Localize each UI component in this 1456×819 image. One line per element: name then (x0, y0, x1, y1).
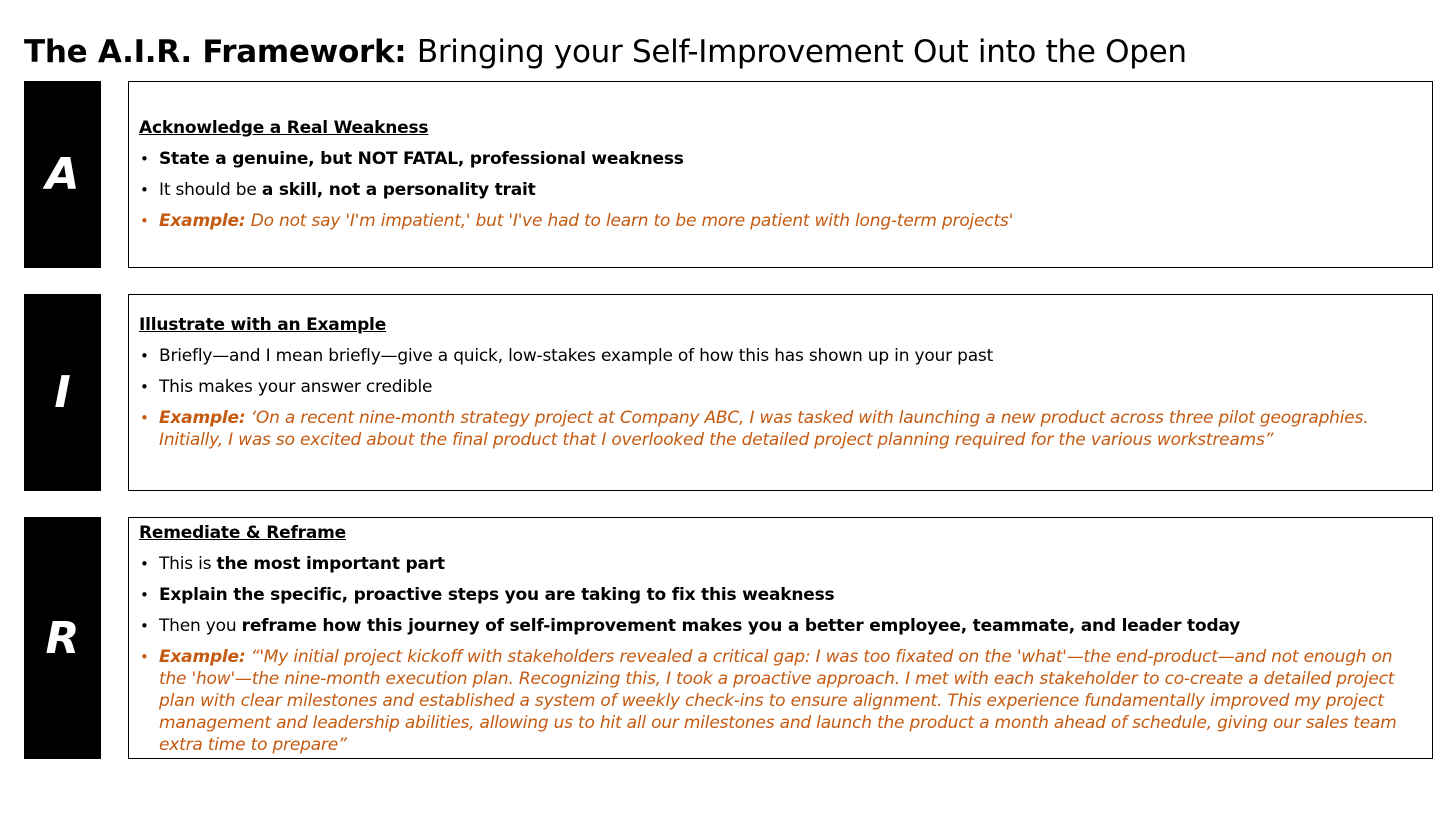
bullet-list (139, 148, 1422, 232)
section-heading: Acknowledge a Real Weakness (139, 118, 429, 138)
example-item (139, 646, 1422, 756)
example-label: Example: (159, 211, 246, 231)
section-heading: Illustrate with an Example (139, 315, 387, 335)
example-text: ‘On a recent nine-month strategy project at Company ABC, I was tasked with launching a new product across three pilot geographies. Initially, I was so excited about the final product that I overlooked the detailed project planning required for the various workstreams” (159, 408, 1369, 450)
bullet-list (139, 345, 1422, 451)
bullet-text-bold: State a genuine, but NOT FATAL, professional weakness (159, 149, 684, 169)
bullet-item (139, 553, 1422, 575)
bullet-item (139, 345, 1422, 367)
letter-bar-a (24, 81, 101, 268)
bullet-item (139, 615, 1422, 637)
bullet-text-bold: a skill, not a personality trait (261, 180, 536, 200)
section-acknowledge (24, 81, 1433, 268)
bullet-item (139, 376, 1422, 398)
example-text: “'My initial project kickoff with stakeholders revealed a critical gap: I was too fixated on the 'what'—the end-product—and not enough on the 'how'—the nine-month execution plan. Recognizing this, I took a proactive approach. I met with each stakeholder to co-create a detailed project plan with clear milestones and established a system of weekly check-ins to ensure alignment. This experience fundamentally improved my project management and leadership abilities, allowing us to hit all our milestones and launch the product a month ahead of schedule, giving our sales team extra time to prepare” (159, 647, 1397, 755)
bullet-text-bold: reframe how this journey of self-improvement makes you a better employee, teammate, and leader today (241, 616, 1241, 636)
bullet-text: Briefly—and I mean briefly—give a quick, low-stakes example of how this has shown up in your past (159, 346, 994, 366)
page-title (24, 32, 1187, 72)
bullet-text: It should be (159, 180, 262, 200)
example-text: Do not say 'I'm impatient,' but 'I've had to learn to be more patient with long-term projects' (250, 211, 1014, 231)
letter-bar-i (24, 294, 101, 491)
card-acknowledge (128, 81, 1433, 268)
bullet-text-bold: Explain the specific, proactive steps you are taking to fix this weakness (159, 585, 835, 605)
letter-bar-r (24, 517, 101, 759)
bullet-list (139, 553, 1422, 756)
bullet-text: Then you (159, 616, 242, 636)
example-item (139, 210, 1422, 232)
bullet-item (139, 148, 1422, 170)
section-remediate (24, 517, 1433, 759)
letter-a: A (45, 149, 80, 200)
page-title-bold: The A.I.R. Framework: (24, 34, 407, 70)
bullet-text-bold: the most important part (216, 554, 445, 574)
bullet-text: This is (159, 554, 217, 574)
bullet-item (139, 179, 1422, 201)
card-illustrate (128, 294, 1433, 491)
example-item (139, 407, 1422, 451)
letter-r: R (45, 612, 80, 664)
example-label: Example: (159, 647, 246, 667)
card-remediate (128, 517, 1433, 759)
section-heading: Remediate & Reframe (139, 523, 346, 543)
example-label: Example: (159, 408, 246, 428)
letter-i: I (54, 367, 71, 418)
bullet-item (139, 584, 1422, 606)
section-illustrate (24, 294, 1433, 491)
bullet-text: This makes your answer credible (159, 377, 433, 397)
page-title-rest: Bringing your Self-Improvement Out into the Open (416, 34, 1187, 70)
